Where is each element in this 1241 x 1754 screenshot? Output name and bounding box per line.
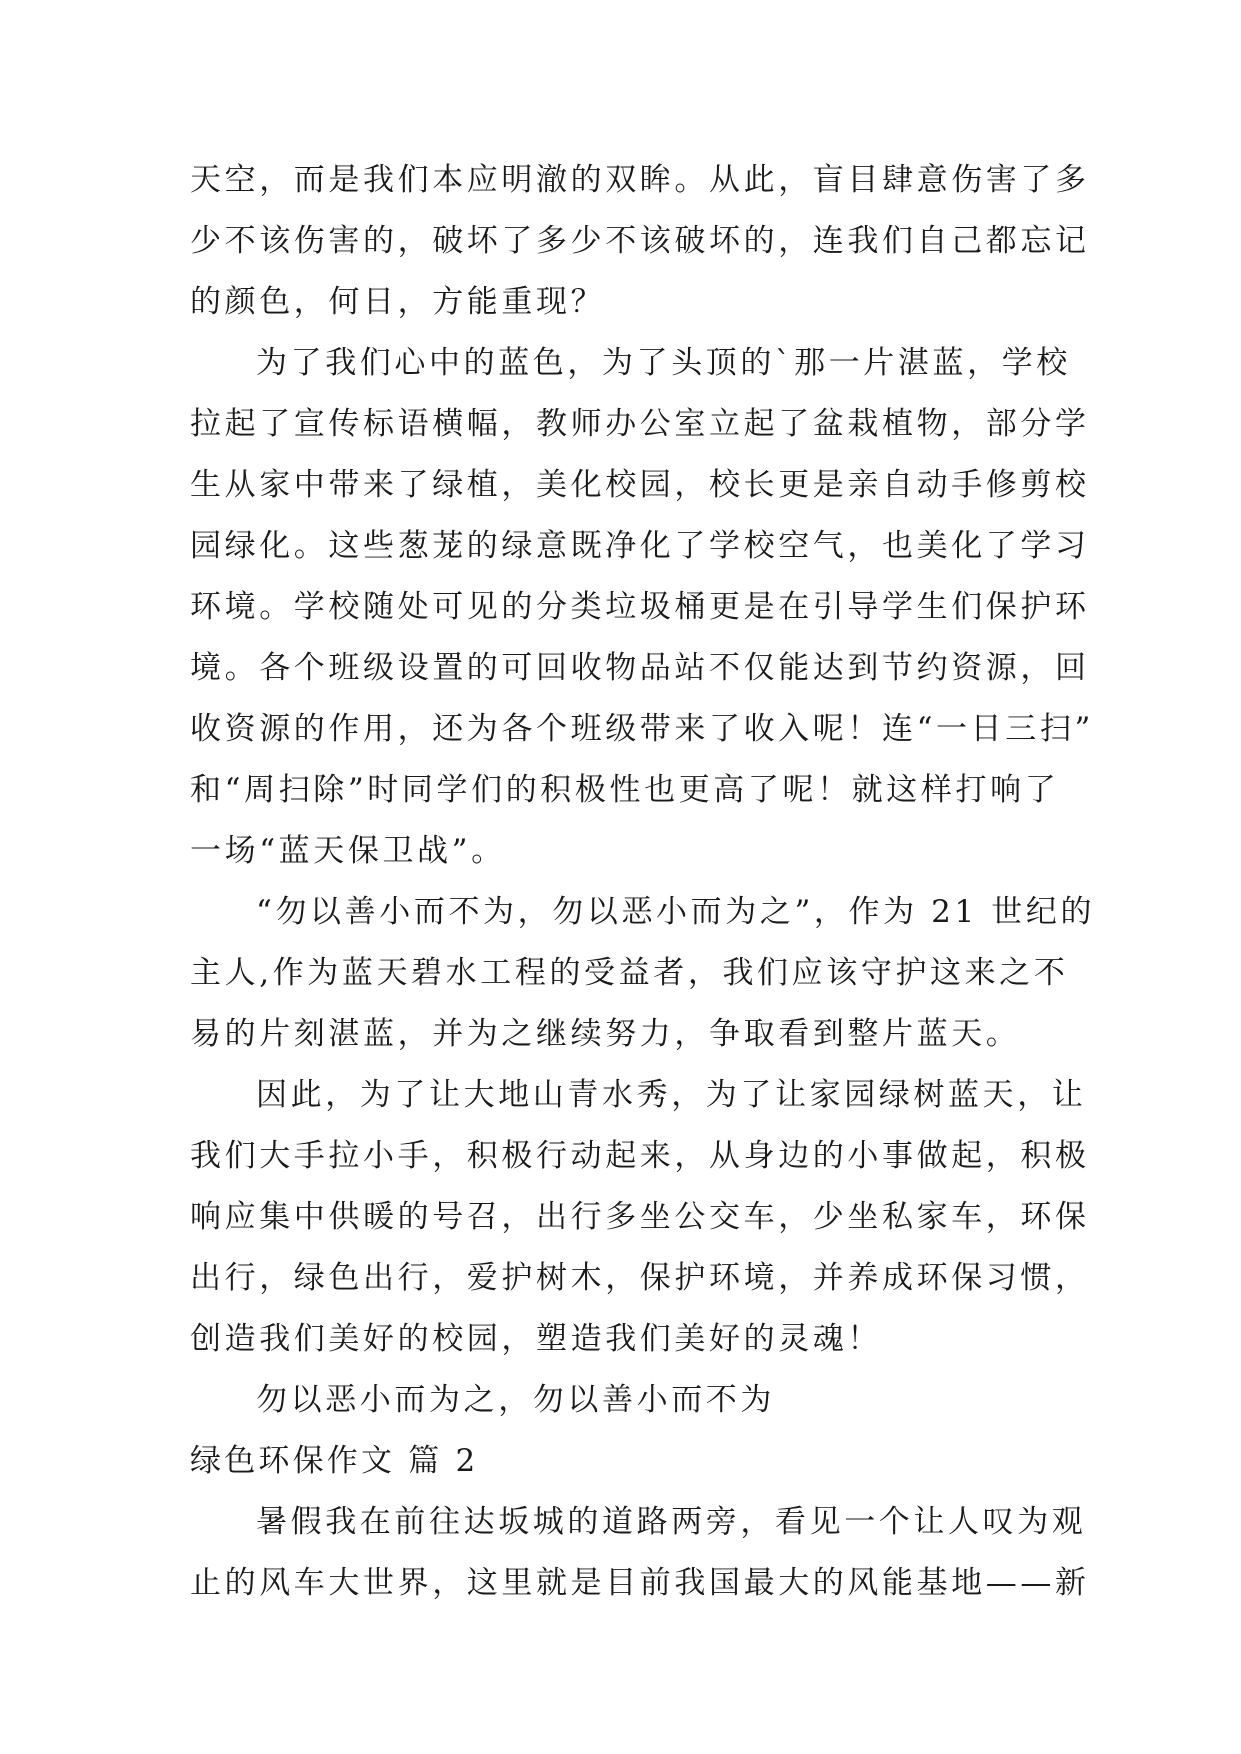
paragraph-start-line: 因此，为了让大地山青水秀，为了让家园绿树蓝天，让 [256, 1077, 1087, 1113]
paragraph-start-line: 勿以恶小而为之，勿以善小而不为 [256, 1382, 775, 1418]
document-body [190, 150, 1096, 1614]
text-line: 和“周扫除”时同学们的积极性也更高了呢！就这样打响了 [190, 772, 1060, 808]
paragraph-start-line: “勿以善小而不为，勿以恶小而为之”，作为 21 世纪的 [256, 894, 1096, 930]
text-line: 拉起了宣传标语横幅，教师办公室立起了盆栽植物，部分学 [190, 406, 1090, 442]
text-line: 的颜色，何日，方能重现？ [190, 284, 606, 320]
text-line: 易的片刻湛蓝，并为之继续努力，争取看到整片蓝天。 [190, 1016, 1021, 1052]
text-line: 天空，而是我们本应明澈的双眸。从此，盲目肆意伤害了多 [190, 162, 1090, 198]
text-line: 出行，绿色出行，爱护树木，保护环境，并养成环保习惯， [190, 1260, 1090, 1296]
text-line: 主人,作为蓝天碧水工程的受益者，我们应该守护这来之不 [190, 955, 1069, 991]
text-line: 响应集中供暖的号召，出行多坐公交车，少坐私家车，环保 [190, 1199, 1090, 1235]
text-line: 收资源的作用，还为各个班级带来了收入呢！连“一日三扫” [190, 711, 1094, 747]
text-line: 止的风车大世界，这里就是目前我国最大的风能基地——新 [190, 1565, 1090, 1601]
section-heading: 绿色环保作文 篇 2 [190, 1443, 479, 1479]
paragraph-start-line: 为了我们心中的蓝色，为了头顶的`那一片湛蓝，学校 [256, 345, 1071, 381]
text-line: 境。各个班级设置的可回收物品站不仅能达到节约资源，回 [190, 650, 1090, 686]
text-line: 环境。学校随处可见的分类垃圾桶更是在引导学生们保护环 [190, 589, 1090, 625]
text-line: 创造我们美好的校园，塑造我们美好的灵魂！ [190, 1321, 882, 1357]
text-line: 我们大手拉小手，积极行动起来，从身边的小事做起，积极 [190, 1138, 1090, 1174]
text-line: 一场“蓝天保卫战”。 [190, 833, 506, 869]
text-line: 生从家中带来了绿植，美化校园，校长更是亲自动手修剪校 [190, 467, 1090, 503]
paragraph-start-line: 暑假我在前往达坂城的道路两旁，看见一个让人叹为观 [256, 1504, 1087, 1540]
text-line: 园绿化。这些葱茏的绿意既净化了学校空气，也美化了学习 [190, 528, 1090, 564]
text-line: 少不该伤害的，破坏了多少不该破坏的，连我们自己都忘记 [190, 223, 1090, 259]
